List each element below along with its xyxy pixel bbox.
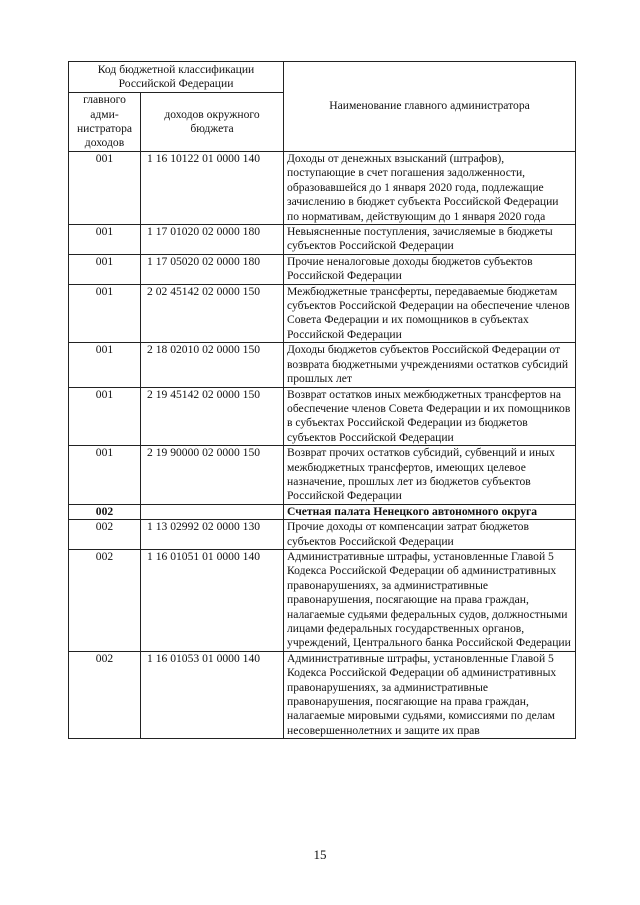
description-cell: Прочие доходы от компенсации затрат бюджетов субъектов Российской Федерации — [284, 520, 576, 550]
table-row — [69, 651, 576, 738]
admin-code-cell: 001 — [69, 152, 141, 225]
revenue-code-cell: 2 19 90000 02 0000 150 — [141, 446, 284, 505]
admin-code-cell: 002 — [69, 549, 141, 651]
description-cell: Доходы бюджетов субъектов Российской Федерации от возврата бюджетными учреждениями остатков субсидий прошлых лет — [284, 343, 576, 387]
revenue-code-cell: 1 13 02992 02 0000 130 — [141, 520, 284, 550]
description-cell: Возврат прочих остатков субсидий, субвенций и иных межбюджетных трансфертов, имеющих целевое назначение, прошлых лет из бюджетов субъектов Российской Федерации — [284, 446, 576, 505]
revenue-code-cell: 2 19 45142 02 0000 150 — [141, 387, 284, 446]
admin-code-header: главного адми-нистратора доходов — [69, 93, 141, 152]
revenue-code-cell: 1 17 01020 02 0000 180 — [141, 225, 284, 255]
page-number: 15 — [313, 847, 327, 862]
description-cell: Административные штрафы, установленные Главой 5 Кодекса Российской Федерации об административных правонарушениях, за административные правонарушения, посягающие на права граждан, налагаемые мировыми судьями, комиссиями по делам несовершеннолетних и защите их прав — [284, 651, 576, 738]
admin-code-cell: 001 — [69, 254, 141, 284]
table-row — [69, 343, 576, 387]
admin-code-cell: 001 — [69, 225, 141, 255]
table-row — [69, 520, 576, 550]
admin-code-cell: 001 — [69, 343, 141, 387]
table-row — [69, 254, 576, 284]
description-cell: Межбюджетные трансферты, передаваемые бюджетам субъектов Российской Федерации на обеспечение членов Совета Федерации и их помощников в субъектах Российской Федерации — [284, 284, 576, 343]
table-row — [69, 549, 576, 651]
section-row — [69, 504, 576, 519]
admin-code-cell: 002 — [69, 520, 141, 550]
revenue-code-header: доходов окружного бюджета — [141, 93, 284, 152]
description-cell: Административные штрафы, установленные Главой 5 Кодекса Российской Федерации об административных правонарушениях, за административные правонарушения, посягающие на права граждан, налагаемые судьями федеральных судов, должностными лицами федеральных государственных органов, учреждений, Центрального банка Российской Федерации — [284, 549, 576, 651]
table-row — [69, 152, 576, 225]
revenue-code-cell: 1 16 10122 01 0000 140 — [141, 152, 284, 225]
description-cell: Доходы от денежных взысканий (штрафов), поступающие в счет погашения задолженности, образовавшейся до 1 января 2020 года, подлежащие зачислению в бюджет субъекта Российской Федерации по нормативам, действующим до 1 января 2020 года — [284, 152, 576, 225]
revenue-code-cell: 2 02 45142 02 0000 150 — [141, 284, 284, 343]
description-cell: Счетная палата Ненецкого автономного округа — [284, 504, 576, 519]
description-cell: Возврат остатков иных межбюджетных трансфертов на обеспечение членов Совета Федерации и их помощников в субъектах Российской Федерации из бюджетов субъектов Российской Федерации — [284, 387, 576, 446]
admin-code-cell: 001 — [69, 446, 141, 505]
revenue-code-cell — [141, 504, 284, 519]
table-row — [69, 387, 576, 446]
admin-code-cell: 002 — [69, 651, 141, 738]
revenue-administrators-table — [68, 61, 576, 739]
revenue-code-cell: 2 18 02010 02 0000 150 — [141, 343, 284, 387]
description-cell: Невыясненные поступления, зачисляемые в бюджеты субъектов Российской Федерации — [284, 225, 576, 255]
budget-classification-header: Код бюджетной классификации Российской Федерации — [69, 62, 284, 93]
table-row — [69, 446, 576, 505]
table-body — [69, 152, 576, 739]
revenue-code-cell: 1 16 01053 01 0000 140 — [141, 651, 284, 738]
administrator-name-header: Наименование главного администратора — [284, 62, 576, 152]
admin-code-cell: 002 — [69, 504, 141, 519]
description-cell: Прочие неналоговые доходы бюджетов субъектов Российской Федерации — [284, 254, 576, 284]
table-row — [69, 284, 576, 343]
revenue-code-cell: 1 17 05020 02 0000 180 — [141, 254, 284, 284]
admin-code-cell: 001 — [69, 284, 141, 343]
admin-code-cell: 001 — [69, 387, 141, 446]
revenue-code-cell: 1 16 01051 01 0000 140 — [141, 549, 284, 651]
table-row — [69, 225, 576, 255]
